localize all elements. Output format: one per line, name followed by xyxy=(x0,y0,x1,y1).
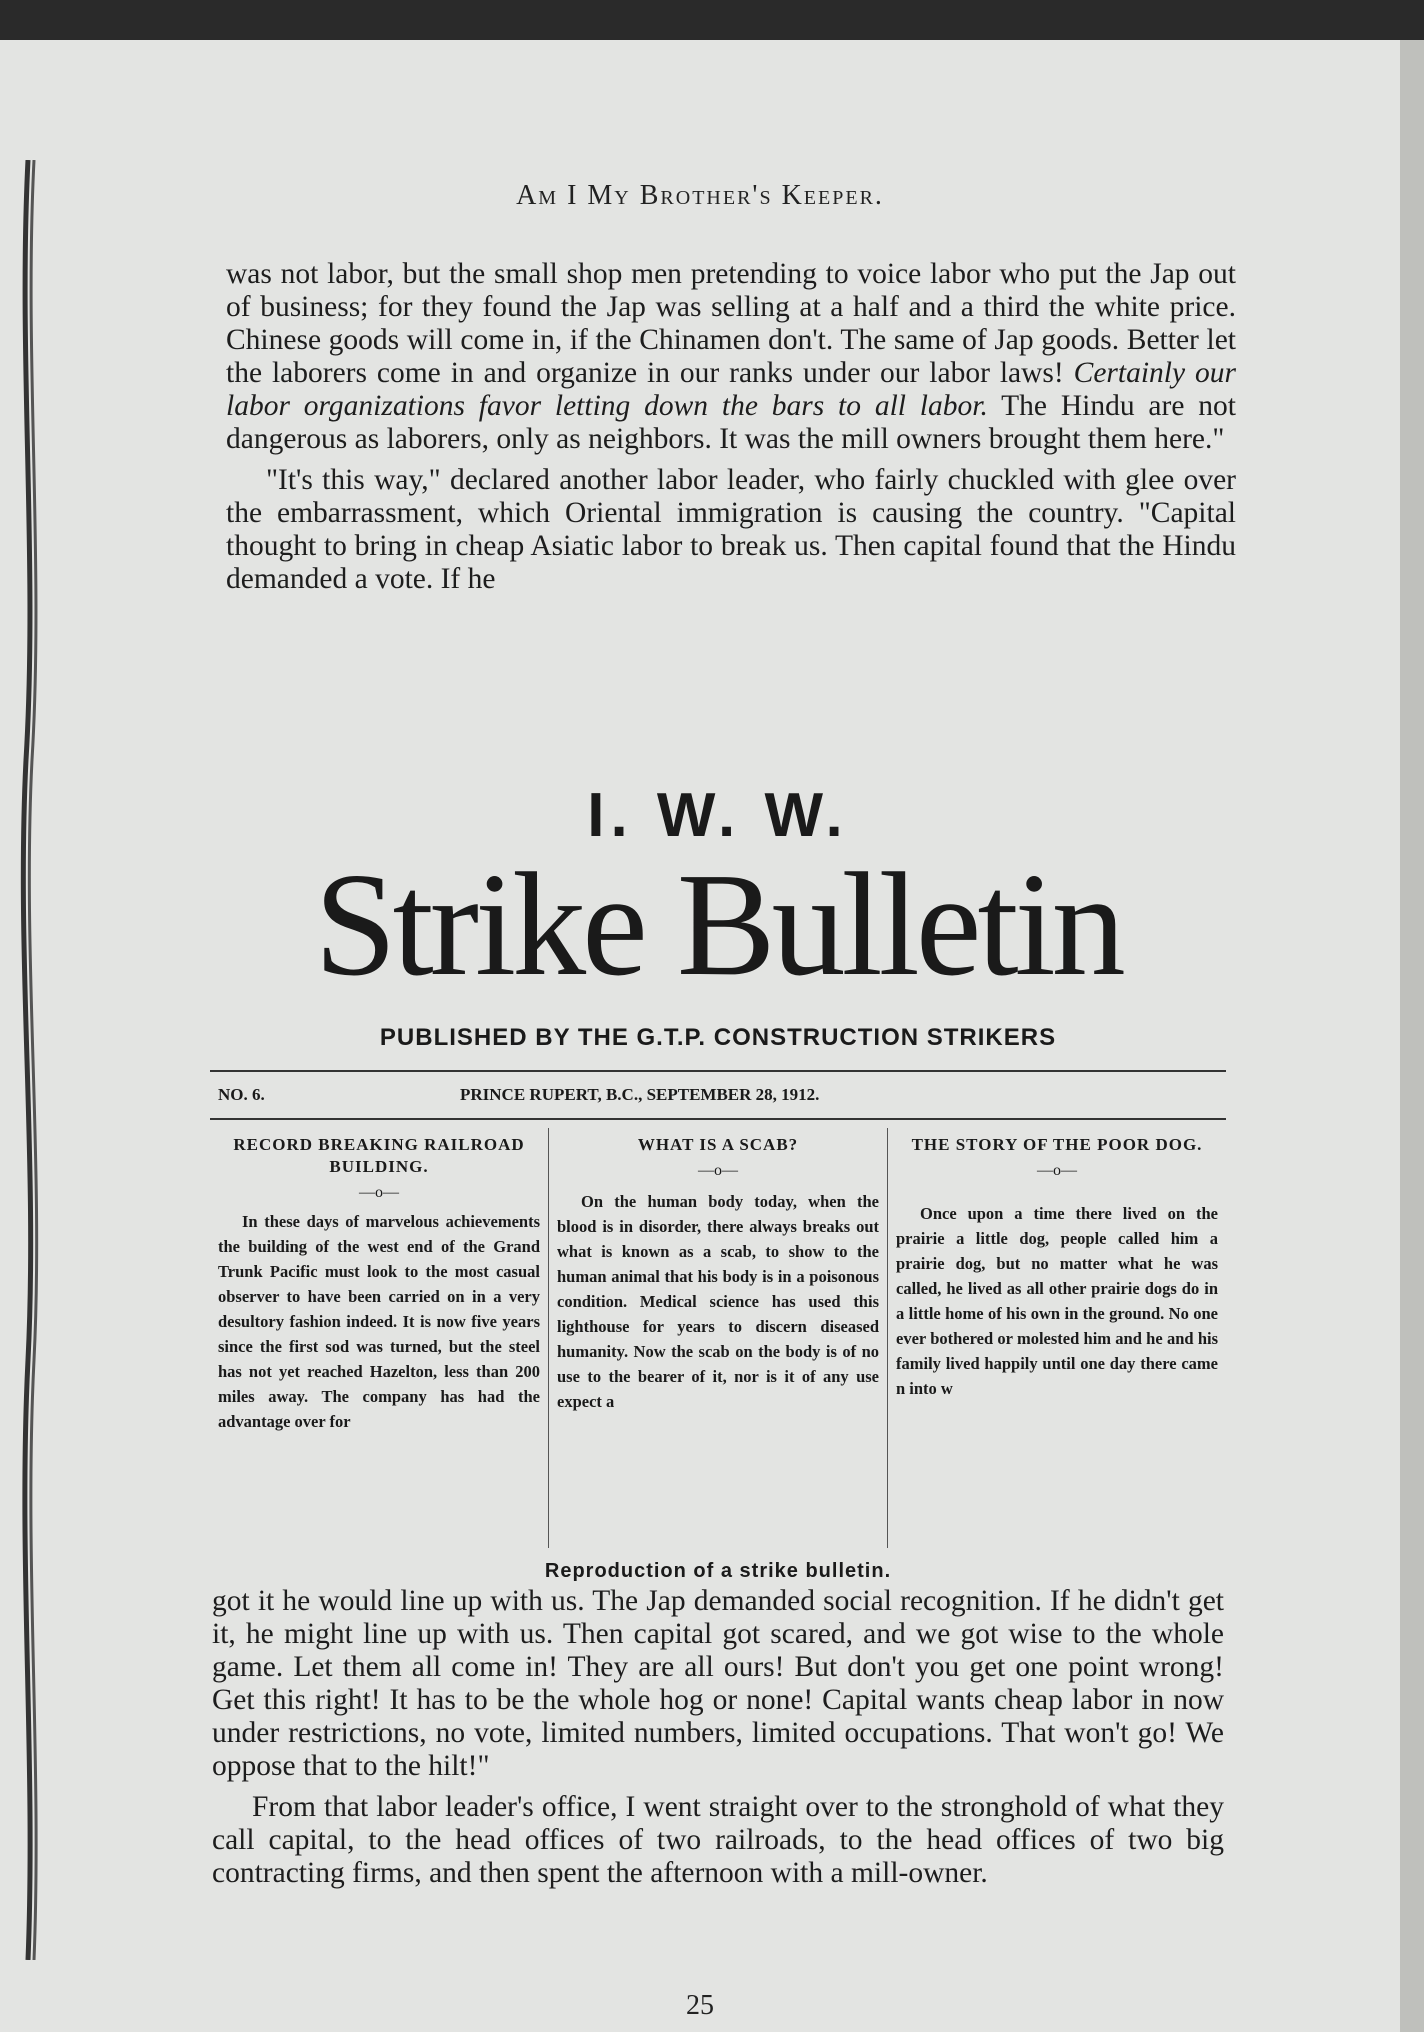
column-text: On the human body today, when the blood is in disorder, there always breaks out what is known as a scab, to show to the human animal that his body is in a poisonous condition. Medical science has used this lighthouse for years to discern diseased humanity. Now the scab on the body is of no use to the bearer of it, nor is it of any use expect a xyxy=(557,1192,879,1411)
bulletin-columns xyxy=(210,1128,1226,1548)
column-text: In these days of marvelous achievements the building of the west end of the Grand Trunk Pacific must look to the most casual observer to have been carried on in a very desultory fashion indeed. It is now five years since the first sod was turned, but the steel has not yet reached Hazelton, less than 200 miles away. The company has had the advantage over for xyxy=(218,1212,540,1431)
column-text: Once upon a time there lived on the prairie a little dog, people called him a prairie dog, but no matter what he was called, he lived as all other prairie dogs do in a little home of his own in the ground. No one ever bothered or molested him and he and his family lived happily until one day there came n into w xyxy=(896,1204,1218,1398)
column-heading: RECORD BREAKING RAILROAD BUILDING. xyxy=(233,1135,525,1176)
bulletin-org: I. W. W. xyxy=(587,781,849,850)
issue-date: PRINCE RUPERT, B.C., SEPTEMBER 28, 1912. xyxy=(460,1085,820,1104)
page-number: 25 xyxy=(686,1990,714,2021)
binding-thread xyxy=(8,160,48,1960)
running-header: Am I My Brother's Keeper. xyxy=(516,180,884,211)
column-separator: —o— xyxy=(1037,1162,1077,1179)
issue-number: NO. 6. xyxy=(218,1085,265,1104)
paragraph: was not labor, but the small shop men pretending to voice labor who put the Jap out of business; for they found the Jap was selling at a half and a third the white price. Chinese goods will come in, if the Chinamen don't. The same of Jap goods. Better let the laborers come in and organize in our ranks under our labor laws! Certainly our labor organizations favor letting down the bars to all labor. The Hindu are not dangerous as laborers, only as neighbors. It was the mill owners brought them here." xyxy=(226,258,1236,455)
paragraph: From that labor leader's office, I went straight over to the stronghold of what they call capital, to the head offices of two railroads, to the head offices of two big contracting firms, and then spent the afternoon with a mill-owner. xyxy=(212,1791,1224,1889)
body-text-bottom xyxy=(212,1585,1224,1898)
paragraph: "It's this way," declared another labor leader, who fairly chuckled with glee over the embarrassment, which Oriental immigration is causing the country. "Capital thought to bring in cheap Asiatic labor to break us. Then capital found that the Hindu demanded a vote. If he xyxy=(226,464,1236,595)
column-heading: WHAT IS A SCAB? xyxy=(637,1135,799,1154)
bulletin-dateline xyxy=(210,1070,1226,1120)
strike-bulletin-reproduction xyxy=(210,780,1226,1582)
bulletin-column xyxy=(210,1128,548,1548)
column-separator: —o— xyxy=(359,1184,399,1201)
column-heading: THE STORY OF THE POOR DOG. xyxy=(911,1135,1203,1154)
page-edge xyxy=(1400,40,1424,2032)
paragraph: got it he would line up with us. The Jap demanded social recognition. If he didn't get it, he might line up with us. Then capital got scared, and we got wise to the whole game. Let them all come in! They are all ours! But don't you get one point wrong! Get this right! It has to be the whole hog or none! Capital wants cheap labor in now under restrictions, no vote, limited numbers, limited occupations. That won't go! We oppose that to the hilt!" xyxy=(212,1585,1224,1782)
body-text-top xyxy=(226,258,1236,604)
book-page xyxy=(0,40,1400,2032)
bulletin-column xyxy=(548,1128,887,1548)
bulletin-publisher: PUBLISHED BY THE G.T.P. CONSTRUCTION STRIKERS xyxy=(379,1024,1057,1051)
bulletin-title: Strike Bulletin xyxy=(314,843,1122,1007)
bulletin-column xyxy=(887,1128,1226,1548)
figure-caption: Reproduction of a strike bulletin. xyxy=(544,1560,892,1582)
column-separator: —o— xyxy=(698,1162,738,1179)
